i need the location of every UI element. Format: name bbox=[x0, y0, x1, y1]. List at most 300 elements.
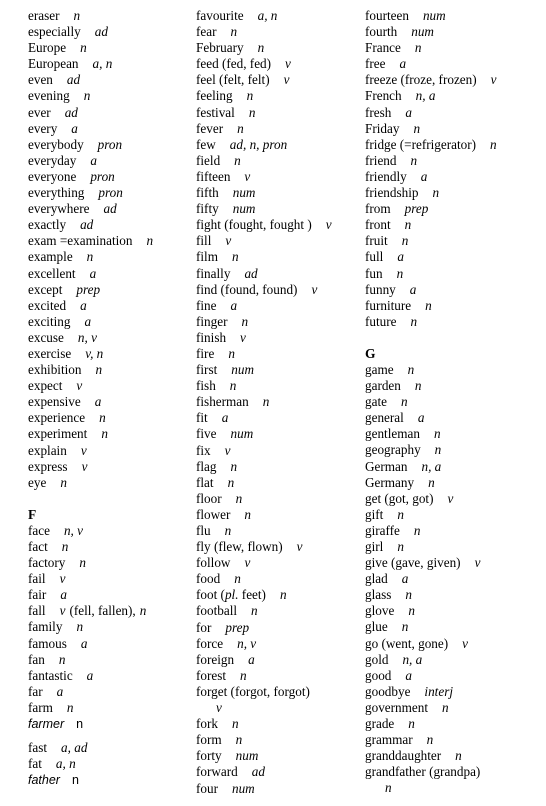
vocabulary-column-1 bbox=[28, 8, 193, 788]
vocabulary-entry bbox=[28, 716, 193, 732]
part-of-speech: v bbox=[81, 458, 88, 474]
vocabulary-entry bbox=[196, 507, 364, 523]
vocabulary-entry bbox=[28, 587, 193, 603]
headword: finally bbox=[196, 265, 231, 281]
headword: exactly bbox=[28, 217, 67, 233]
vocabulary-entry bbox=[28, 378, 193, 394]
headword: fair bbox=[28, 587, 47, 603]
headword: fantastic bbox=[28, 667, 73, 683]
headword: feel (felt, felt) bbox=[196, 72, 270, 88]
headword: fifth bbox=[196, 185, 219, 201]
vocabulary-entry bbox=[28, 201, 193, 217]
part-of-speech: a bbox=[399, 56, 407, 72]
vocabulary-column-3 bbox=[365, 8, 545, 797]
vocabulary-entry bbox=[196, 40, 364, 56]
headword: everywhere bbox=[28, 201, 90, 217]
headword: free bbox=[365, 56, 386, 72]
headword: future bbox=[365, 313, 397, 329]
part-of-speech: n bbox=[235, 732, 243, 748]
vocabulary-entry bbox=[28, 8, 193, 24]
headword: granddaughter bbox=[365, 748, 442, 764]
vocabulary-entry bbox=[28, 539, 193, 555]
headword: February bbox=[196, 40, 244, 56]
part-of-speech: a bbox=[221, 410, 229, 426]
headword: get (got, got) bbox=[365, 490, 434, 506]
headword: girl bbox=[365, 539, 384, 554]
vocabulary-entry bbox=[196, 555, 364, 571]
vocabulary-entry bbox=[365, 475, 545, 491]
headword: from bbox=[365, 201, 391, 217]
headword: fifty bbox=[196, 201, 219, 217]
headword-suffix: feet) bbox=[238, 587, 266, 603]
part-of-speech: v bbox=[240, 329, 246, 345]
vocabulary-entry bbox=[196, 298, 364, 314]
part-of-speech: n, v bbox=[63, 522, 83, 538]
part-of-speech: n bbox=[234, 152, 241, 168]
section-heading bbox=[365, 346, 545, 362]
headword: every bbox=[28, 120, 58, 136]
vocabulary-entry bbox=[28, 740, 193, 756]
vocabulary-entry bbox=[196, 266, 364, 282]
headword: four bbox=[196, 780, 218, 796]
part-of-speech: pron bbox=[90, 168, 115, 184]
headword: exhibition bbox=[28, 362, 82, 378]
headword: freeze (froze, frozen) bbox=[365, 72, 477, 88]
vocabulary-entry bbox=[28, 153, 193, 169]
part-of-speech: prep bbox=[76, 281, 101, 297]
headword: fly (flew, flown) bbox=[196, 539, 283, 555]
vocabulary-entry bbox=[28, 233, 193, 249]
part-of-speech: n bbox=[73, 8, 81, 23]
vocabulary-entry bbox=[365, 636, 545, 652]
part-of-speech: v, n bbox=[85, 345, 104, 361]
part-of-speech: n bbox=[408, 603, 415, 619]
headword: exercise bbox=[28, 345, 72, 361]
vocabulary-entry bbox=[365, 700, 545, 716]
headword: fill bbox=[196, 233, 212, 249]
vocabulary-entry bbox=[28, 523, 193, 539]
headword: fix bbox=[196, 442, 211, 458]
part-of-speech: v bbox=[80, 442, 87, 458]
headword: field bbox=[196, 152, 221, 168]
verb-forms: (fell, fallen), bbox=[69, 603, 136, 619]
headword: experiment bbox=[28, 426, 88, 442]
headword: furniture bbox=[365, 297, 412, 313]
part-of-speech: pron bbox=[97, 136, 123, 152]
headword: except bbox=[28, 281, 63, 297]
part-of-speech: a bbox=[405, 104, 412, 120]
section-spacer bbox=[28, 491, 193, 507]
headword: grade bbox=[365, 716, 395, 732]
part-of-speech: n bbox=[413, 120, 421, 136]
part-of-speech: pron bbox=[98, 185, 123, 201]
vocabulary-entry bbox=[28, 346, 193, 362]
vocabulary-entry bbox=[28, 443, 193, 459]
vocabulary-entry bbox=[196, 603, 364, 619]
headword: football bbox=[196, 603, 238, 619]
part-of-speech: a bbox=[230, 297, 238, 313]
headword: German bbox=[365, 458, 408, 474]
headword: flag bbox=[196, 458, 217, 474]
vocabulary-entry bbox=[365, 153, 545, 169]
vocabulary-entry bbox=[365, 249, 545, 265]
part-of-speech: n bbox=[405, 587, 412, 603]
headword: fine bbox=[196, 297, 217, 313]
vocabulary-entry bbox=[196, 153, 364, 169]
headword: everyday bbox=[28, 152, 77, 168]
headword: fast bbox=[28, 740, 48, 756]
part-of-speech: num bbox=[230, 426, 254, 442]
part-of-speech: n bbox=[400, 394, 408, 410]
part-of-speech: n bbox=[428, 474, 435, 490]
part-of-speech: n bbox=[257, 40, 265, 56]
vocabulary-entry bbox=[365, 298, 545, 314]
part-of-speech: a bbox=[86, 667, 94, 683]
part-of-speech: ad bbox=[66, 72, 81, 88]
headword: fall bbox=[28, 603, 46, 619]
headword: find (found, found) bbox=[196, 281, 298, 297]
vocabulary-entry bbox=[196, 88, 364, 104]
headword: fridge (=refrigerator) bbox=[365, 136, 477, 152]
headword: French bbox=[365, 88, 402, 104]
headword: eraser bbox=[28, 8, 60, 23]
part-of-speech: num bbox=[422, 8, 446, 23]
vocabulary-entry bbox=[365, 426, 545, 442]
part-of-speech: n bbox=[404, 217, 412, 233]
headword: fire bbox=[196, 345, 215, 361]
vocabulary-entry bbox=[28, 88, 193, 104]
part-of-speech: n bbox=[61, 539, 69, 554]
vocabulary-entry bbox=[365, 169, 545, 185]
part-of-speech: a bbox=[89, 265, 97, 281]
part-of-speech: n bbox=[397, 539, 404, 554]
part-of-speech: n, a bbox=[402, 651, 423, 667]
vocabulary-entry bbox=[365, 282, 545, 298]
vocabulary-entry bbox=[28, 410, 193, 426]
headword: form bbox=[196, 732, 222, 748]
part-of-speech: n, v bbox=[77, 329, 97, 345]
headword: gift bbox=[365, 506, 384, 522]
headword: forest bbox=[196, 667, 227, 683]
part-of-speech: ad bbox=[80, 217, 94, 233]
headword: fourteen bbox=[365, 8, 409, 23]
headword: fish bbox=[196, 378, 216, 394]
part-of-speech: n bbox=[432, 185, 440, 201]
headword: evening bbox=[28, 88, 70, 104]
vocabulary-entry bbox=[28, 185, 193, 201]
vocabulary-entry bbox=[196, 105, 364, 121]
vocabulary-entry bbox=[196, 378, 364, 394]
part-of-speech: n bbox=[228, 345, 235, 361]
headword: fact bbox=[28, 539, 48, 554]
headword: fail bbox=[28, 571, 46, 587]
headword: fifteen bbox=[196, 168, 231, 184]
vocabulary-entry bbox=[196, 475, 364, 491]
vocabulary-entry bbox=[196, 72, 364, 88]
vocabulary-entry bbox=[365, 716, 545, 732]
headword: grammar bbox=[365, 732, 413, 748]
part-of-speech: n bbox=[71, 773, 79, 788]
part-of-speech: a, n bbox=[92, 56, 113, 72]
part-of-speech: v bbox=[224, 442, 231, 458]
part-of-speech: n bbox=[414, 378, 422, 394]
headword: general bbox=[365, 410, 404, 426]
part-of-speech: a bbox=[94, 394, 102, 410]
headword: glove bbox=[365, 603, 395, 619]
headword: flat bbox=[196, 474, 214, 490]
headword: for bbox=[196, 619, 212, 635]
part-of-speech: n bbox=[80, 40, 87, 56]
vocabulary-entry bbox=[196, 56, 364, 72]
section-letter: G bbox=[365, 345, 376, 361]
vocabulary-entry bbox=[28, 266, 193, 282]
part-of-speech: n, v bbox=[237, 635, 257, 651]
vocabulary-entry bbox=[28, 668, 193, 684]
part-of-speech: n bbox=[229, 378, 237, 394]
part-of-speech: n bbox=[408, 716, 415, 732]
vocabulary-entry bbox=[196, 571, 364, 587]
headword: face bbox=[28, 522, 50, 538]
vocabulary-entry bbox=[365, 442, 545, 458]
part-of-speech: n bbox=[227, 474, 235, 490]
part-of-speech: n bbox=[230, 458, 238, 474]
vocabulary-entry bbox=[196, 684, 364, 700]
headword: fisherman bbox=[196, 394, 249, 410]
part-of-speech: n bbox=[146, 233, 154, 249]
part-of-speech: ad bbox=[103, 201, 117, 217]
vocabulary-entry bbox=[196, 668, 364, 684]
headword: expect bbox=[28, 378, 63, 394]
vocabulary-entry bbox=[196, 781, 364, 797]
part-of-speech: n bbox=[401, 233, 409, 249]
part-of-speech: ad bbox=[244, 265, 258, 281]
headword: fruit bbox=[365, 233, 388, 249]
vocabulary-entry bbox=[28, 24, 193, 40]
vocabulary-entry bbox=[196, 217, 364, 233]
headword: example bbox=[28, 249, 73, 265]
vocabulary-entry bbox=[28, 555, 193, 571]
headword: few bbox=[196, 136, 216, 152]
part-of-speech: n bbox=[433, 426, 441, 442]
part-of-speech: n bbox=[224, 523, 232, 538]
headword: European bbox=[28, 56, 79, 72]
part-of-speech: v bbox=[311, 281, 318, 297]
headword: eye bbox=[28, 474, 47, 490]
vocabulary-entry bbox=[196, 410, 364, 426]
part-of-speech: n bbox=[434, 442, 442, 458]
vocabulary-entry bbox=[196, 652, 364, 668]
headword: Germany bbox=[365, 474, 415, 490]
vocabulary-entry bbox=[28, 684, 193, 700]
part-of-speech: n bbox=[244, 506, 252, 522]
headword: fun bbox=[365, 265, 383, 281]
vocabulary-entry bbox=[365, 56, 545, 72]
part-of-speech: ad bbox=[251, 764, 265, 780]
part-of-speech: a bbox=[405, 667, 412, 683]
vocabulary-entry bbox=[196, 233, 364, 249]
part-of-speech: n bbox=[101, 426, 108, 442]
vocabulary-entry bbox=[196, 620, 364, 636]
vocabulary-entry bbox=[365, 507, 545, 523]
vocabulary-entry bbox=[365, 587, 545, 603]
vocabulary-entry bbox=[365, 217, 545, 233]
vocabulary-entry bbox=[196, 121, 364, 137]
part-of-speech: a bbox=[417, 410, 425, 426]
headword: friendship bbox=[365, 185, 419, 201]
headword: garden bbox=[365, 378, 401, 394]
part-of-speech: a bbox=[401, 571, 409, 587]
headword: excuse bbox=[28, 329, 64, 345]
vocabulary-entry bbox=[28, 700, 193, 716]
part-of-speech: n bbox=[230, 24, 238, 40]
vocabulary-entry bbox=[28, 72, 193, 88]
headword: first bbox=[196, 362, 218, 378]
part-of-speech: n bbox=[414, 40, 422, 56]
vocabulary-entry bbox=[365, 378, 545, 394]
part-of-speech: v bbox=[490, 72, 497, 88]
vocabulary-entry bbox=[196, 748, 364, 764]
part-of-speech: n bbox=[66, 699, 74, 715]
headword: exciting bbox=[28, 313, 71, 329]
headword: experience bbox=[28, 410, 86, 426]
vocabulary-entry bbox=[196, 491, 364, 507]
headword: everyone bbox=[28, 168, 77, 184]
headword: fear bbox=[196, 24, 217, 40]
part-of-speech: n, a bbox=[421, 458, 442, 474]
headword: father bbox=[28, 773, 60, 788]
vocabulary-entry bbox=[365, 748, 545, 764]
headword: France bbox=[365, 40, 401, 56]
vocabulary-entry bbox=[365, 24, 545, 40]
vocabulary-entry bbox=[196, 330, 364, 346]
vocabulary-entry bbox=[28, 756, 193, 772]
vocabulary-entry bbox=[196, 636, 364, 652]
vocabulary-entry bbox=[365, 88, 545, 104]
headword: gate bbox=[365, 394, 387, 410]
part-of-speech: n bbox=[246, 88, 254, 104]
vocabulary-entry bbox=[365, 684, 545, 700]
part-of-speech: n bbox=[410, 313, 418, 329]
part-of-speech: n bbox=[396, 265, 404, 281]
vocabulary-entry bbox=[28, 137, 193, 153]
headword: Friday bbox=[365, 120, 400, 136]
section-spacer bbox=[365, 330, 545, 346]
vocabulary-entry bbox=[196, 314, 364, 330]
vocabulary-entry bbox=[365, 652, 545, 668]
vocabulary-entry bbox=[196, 426, 364, 442]
headword: family bbox=[28, 619, 63, 635]
part-of-speech: a bbox=[420, 168, 428, 184]
part-of-speech: n bbox=[248, 104, 256, 120]
headword: farmer bbox=[28, 717, 65, 732]
vocabulary-entry bbox=[196, 362, 364, 378]
headword: exam =examination bbox=[28, 233, 133, 249]
part-of-speech: n bbox=[241, 313, 249, 329]
part-of-speech: n bbox=[425, 297, 432, 313]
vocabulary-entry bbox=[365, 8, 545, 24]
vocabulary-entry bbox=[196, 539, 364, 555]
vocabulary-entry bbox=[365, 539, 545, 555]
vocabulary-entry bbox=[28, 636, 193, 652]
vocabulary-entry bbox=[365, 72, 545, 88]
headword: fever bbox=[196, 120, 224, 136]
headword: force bbox=[196, 635, 224, 651]
headword: express bbox=[28, 458, 68, 474]
part-of-speech: n bbox=[401, 619, 409, 635]
headword: fit bbox=[196, 410, 208, 426]
vocabulary-entry bbox=[196, 169, 364, 185]
headword: foot ( bbox=[196, 587, 225, 603]
vocabulary-entry bbox=[365, 410, 545, 426]
vocabulary-entry bbox=[365, 523, 545, 539]
vocabulary-entry bbox=[28, 362, 193, 378]
part-of-speech: v bbox=[296, 539, 303, 555]
part-of-speech: v bbox=[283, 72, 290, 88]
part-of-speech: v bbox=[285, 56, 291, 72]
part-of-speech: n bbox=[397, 506, 404, 522]
vocabulary-entry bbox=[365, 362, 545, 378]
headword: finger bbox=[196, 313, 228, 329]
part-of-speech: n bbox=[237, 120, 244, 136]
headword: factory bbox=[28, 555, 66, 571]
part-of-speech: v bbox=[462, 635, 468, 651]
part-of-speech: a, ad bbox=[61, 740, 88, 756]
headword: excited bbox=[28, 297, 67, 313]
part-of-speech: v bbox=[244, 168, 251, 184]
vocabulary-entry bbox=[196, 394, 364, 410]
vocabulary-entry bbox=[28, 330, 193, 346]
part-of-speech: v bbox=[447, 490, 454, 506]
vocabulary-entry bbox=[28, 217, 193, 233]
part-of-speech: v bbox=[474, 555, 481, 571]
headword: forget (forgot, forgot) bbox=[196, 683, 310, 699]
headword: fan bbox=[28, 651, 45, 667]
part-of-speech: n bbox=[385, 780, 392, 796]
headword: gold bbox=[365, 651, 389, 667]
headword: friendly bbox=[365, 168, 407, 184]
part-of-speech: a bbox=[248, 651, 255, 667]
vocabulary-entry bbox=[196, 137, 364, 153]
vocabulary-entry bbox=[365, 603, 545, 619]
part-of-speech: v bbox=[225, 233, 232, 249]
vocabulary-entry bbox=[196, 282, 364, 298]
part-of-speech: n bbox=[139, 603, 147, 619]
vocabulary-entry bbox=[365, 459, 545, 475]
headword: gentleman bbox=[365, 426, 420, 442]
section-letter: F bbox=[28, 506, 37, 522]
part-of-speech: a bbox=[84, 313, 92, 329]
part-of-speech: num bbox=[411, 24, 434, 40]
headword: glass bbox=[365, 587, 392, 603]
part-of-speech: ad, n, pron bbox=[229, 136, 288, 152]
vocabulary-entry bbox=[196, 249, 364, 265]
headword: feeling bbox=[196, 88, 233, 104]
part-of-speech: a bbox=[90, 152, 97, 168]
plural-marker: pl. bbox=[224, 587, 239, 603]
headword: fresh bbox=[365, 104, 392, 120]
vocabulary-entry bbox=[196, 523, 364, 539]
vocabulary-entry bbox=[365, 491, 545, 507]
headword: ever bbox=[28, 104, 51, 120]
part-of-speech: ad bbox=[94, 24, 108, 40]
part-of-speech: v bbox=[76, 378, 83, 394]
headword: glad bbox=[365, 571, 388, 587]
vocabulary-entry bbox=[365, 619, 545, 635]
headword: fight (fought, fought ) bbox=[196, 217, 312, 233]
part-of-speech: n bbox=[442, 699, 449, 715]
part-of-speech: a bbox=[56, 683, 64, 699]
headword: funny bbox=[365, 281, 396, 297]
